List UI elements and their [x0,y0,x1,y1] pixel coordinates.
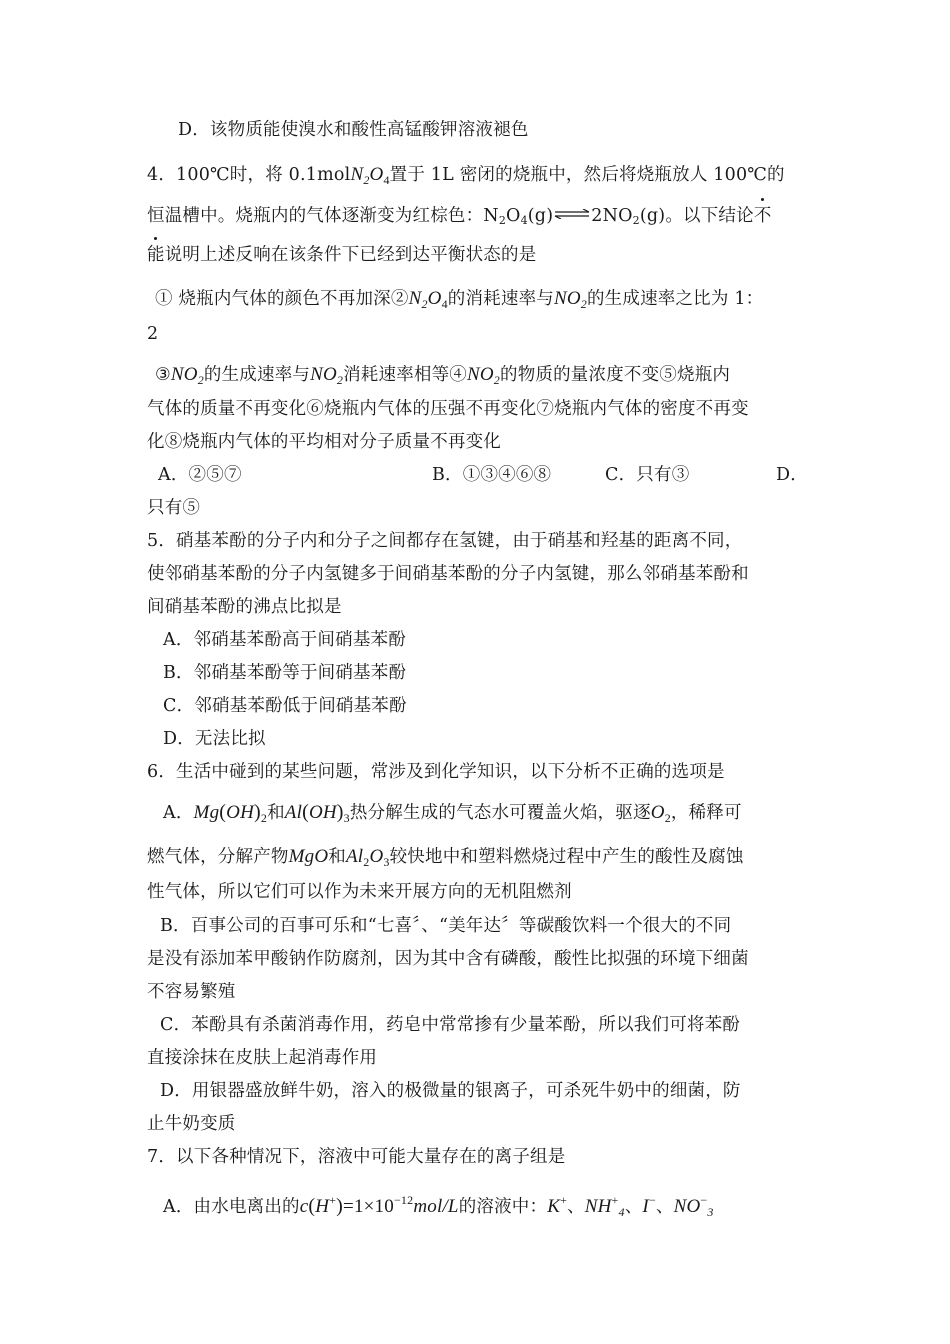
formula-no2: $NO_2$ [310,364,344,387]
formula-no2: $NO_2$ [170,364,204,387]
q7-stem: 7．以下各种情况下，溶液中可能大量存在的离子组是 [147,1147,566,1167]
q4-line-3: 能说明上述反响在该条件下已经到达平衡状态的是 [147,245,537,265]
emphasis-dot-bu: 不 [753,206,772,226]
q5-line-3: 间硝基苯酚的沸点比拟是 [147,597,342,617]
q4-statement-1-cont: 2 [147,324,159,344]
formula-n2o4: $N_2O_4$ [408,288,448,311]
q5-option-b: B．邻硝基苯酚等于间硝基苯酚 [163,663,407,683]
q6-option-b-line-2: 是没有添加苯甲酸钠作防腐剂，因为其中含有磷酸，酸性比拟强的环境下细菌 [147,949,749,969]
q7-option-a: A．由水电离出的$c(H^+)=1\times 10^{-12}mol/L$的溶液中：K+、$NH^+_4$、I−、$NO^-_3$ [163,1193,714,1219]
emphasis-dot-neng: 能 [147,245,165,265]
formula-no2: $NO_2$ [553,288,587,311]
q4-line-1: 4．100℃时，将 $0.1molN_2O_4$置于 1L 密闭的烧瓶中，然后将烧瓶放人 100℃的 [147,164,785,187]
formula-mg-oh-2: $Mg(OH)_2$ [193,801,268,825]
formula-water-h-concentration: $c(H^+)=1\times 10^{-12}mol/L$ [299,1193,459,1217]
q5-option-a: A．邻硝基苯酚高于间硝基苯酚 [163,630,406,650]
q5-line-2: 使邻硝基苯酚的分子内氢键多于间硝基苯酚的分子内氢键，那么邻硝基苯酚和 [147,564,749,584]
q5-line-1: 5．硝基苯酚的分子内和分子之间都存在氢键，由于硝基和羟基的距离不同， [147,531,743,551]
q6-option-b-line-1: B．百事公司的百事可乐和“七喜〞、“美年达〞等碳酸饮料一个很大的不同 [160,916,732,936]
q4-statement-3: 气体的质量不再变化⑥烧瓶内气体的压强不再变化⑦烧瓶内气体的密度不再变 [147,399,749,419]
q4-option-d: D． [776,465,808,485]
q6-option-a-line-2: 燃气体，分解产物MgO和$Al_2O_3$较快地中和塑料燃烧过程中产生的酸性及腐蚀 [147,846,744,869]
q3-option-d-text: D．该物质能使溴水和酸性高锰酸钾溶液褪色 [178,120,529,140]
ion-no3: $NO^-_3$ [673,1193,714,1219]
q4-statement-4: 化⑧烧瓶内气体的平均相对分子质量不再变化 [147,432,501,452]
q6-option-d-line-2: 止牛奶变质 [147,1114,236,1134]
q6-option-c-line-1: C．苯酚具有杀菌消毒作用，药皂中常常掺有少量苯酚，所以我们可将苯酚 [160,1015,740,1035]
equilibrium-arrow-icon [554,209,590,219]
q3-option-d [178,118,529,142]
ion-k: K+ [547,1193,568,1217]
q4-statement-1: ① 烧瓶内气体的颜色不再加深$②N_2O_4$的消耗速率与$NO_2$的生成速率之比为 1： [155,288,764,311]
q6-option-b-line-3: 不容易繁殖 [147,982,236,1002]
formula-no2: $NO_2$ [467,364,500,387]
q4-option-a: A．②⑤⑦ [158,465,242,485]
formula-o2: $O_2$ [650,802,671,825]
q5-option-c: C．邻硝基苯酚低于间硝基苯酚 [163,696,407,716]
q6-option-a-line-3: 性气体，所以它们可以作为未来开展方向的无机阻燃剂 [147,882,572,902]
q4-option-b: B．①③④⑥⑧ [432,465,552,485]
q6-option-c-line-2: 直接涂抹在皮肤上起消毒作用 [147,1048,378,1068]
q6-stem: 6．生活中碰到的某些问题，常涉及到化学知识，以下分析不正确的选项是 [147,762,725,782]
q5-option-d: D．无法比拟 [163,729,266,749]
q4-statement-2: $③NO_2$的生成速率与$NO_2$消耗速率相等$④NO_2$的物质的量浓度不变⑤烧瓶内 [155,364,731,387]
q4-option-d-cont: 只有⑤ [147,498,201,518]
ion-i: I− [642,1193,656,1217]
ion-nh4: $NH^+_4$ [584,1193,625,1219]
q4-option-c: C．只有③ [605,465,690,485]
formula-mgo: MgO [288,846,329,867]
q4-line-2: 恒温槽中。烧瓶内的气体逐渐变为红棕色：N2O4(g) 2NO2(g)。以下结论不 [147,206,772,227]
q6-option-a-line-1: A．$Mg(OH)_2$和$Al(OH)_3$热分解生成的气态水可覆盖火焰，驱逐$O_2$，稀释可 [163,801,742,825]
formula-al2o3: $Al_2O_3$ [345,846,390,869]
formula-al-oh-3: $Al(OH)_3$ [284,801,350,825]
q6-option-d-line-1: D．用银器盛放鲜牛奶，溶入的极微量的银离子，可杀死牛奶中的细菌，防 [160,1081,741,1101]
formula-n2o4: $N_2O_4$ [350,164,390,187]
